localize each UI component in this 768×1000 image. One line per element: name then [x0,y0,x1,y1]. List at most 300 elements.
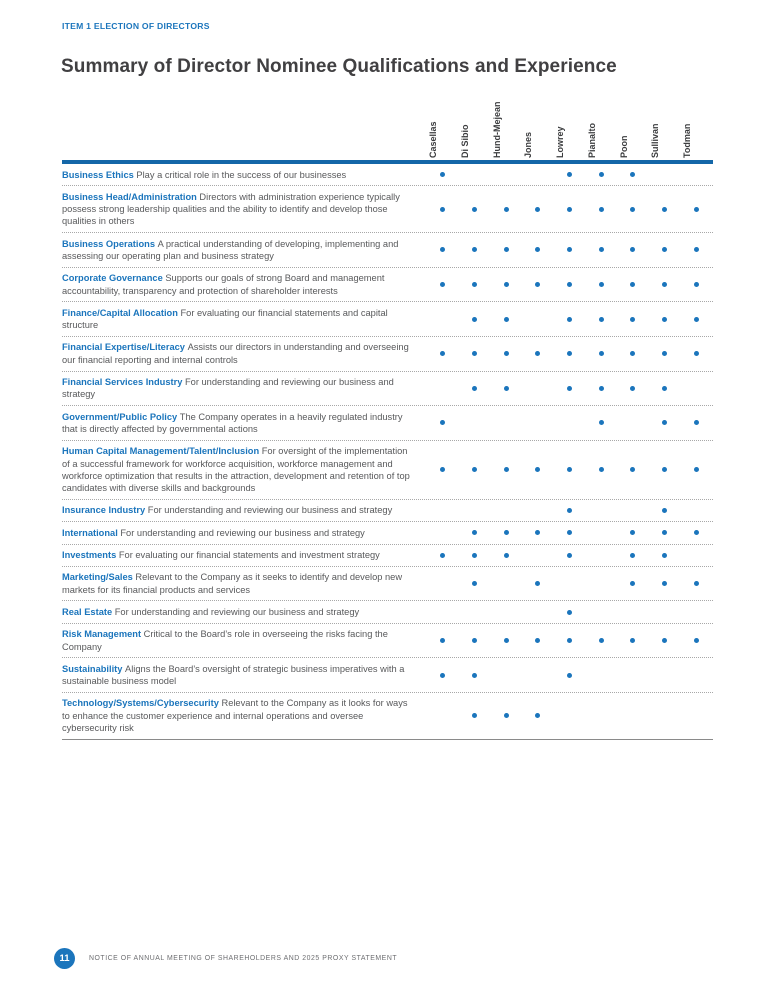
qualification-dot-icon [694,420,699,425]
row-label: Human Capital Management/Talent/Inclusion [62,446,262,457]
row-description: Assists our directors in understanding and overseeing our financial reporting and internal controls [62,342,409,365]
qualification-dot-icon [440,420,445,425]
dot-cell [427,697,459,734]
dot-cell [649,549,681,561]
row-description: Relevant to the Company as it looks for ways to enhance the customer experience and internal operations and oversee cybersecurity risk [62,698,408,733]
dot-cell [490,527,522,539]
qualification-dot-icon [504,553,509,558]
dot-cell [427,411,459,436]
dot-cell [585,628,617,653]
director-name: Todman [681,123,692,158]
qualification-dot-icon [504,247,509,252]
qualification-dot-icon [662,581,667,586]
dot-cell [617,445,649,494]
dot-cell [459,606,491,618]
dot-cell [649,169,681,181]
dot-cell [427,238,459,263]
row-text [62,411,427,436]
qualification-dot-icon [599,351,604,356]
dot-cell [522,549,554,561]
qualification-dot-icon [440,207,445,212]
dot-cell [617,504,649,516]
qualification-dot-icon [694,638,699,643]
qualification-dot-icon [472,207,477,212]
qualification-dot-icon [694,282,699,287]
qualification-dot-icon [567,638,572,643]
qualification-dot-icon [504,713,509,718]
row-description: Play a critical role in the success of our businesses [136,169,347,180]
qualification-dot-icon [535,247,540,252]
table-row [62,545,713,567]
qualification-dot-icon [567,508,572,513]
qualification-dot-icon [504,351,509,356]
dot-cell [681,663,713,688]
row-description: For understanding and reviewing our business and strategy [147,505,393,516]
qualification-dot-icon [440,638,445,643]
dot-cell [522,411,554,436]
dot-cell [617,169,649,181]
table-row [62,624,713,659]
row-description: For oversight of the implementation of a successful framework for workforce acquisition, workforce management and workforce optimization that results in the attraction, development and retention of top candidates with diverse skills and backgrounds [62,446,410,494]
qualification-dot-icon [535,713,540,718]
row-label: Risk Management [62,629,144,640]
qualification-dot-icon [535,530,540,535]
row-label: Finance/Capital Allocation [62,307,181,318]
page-footer [54,948,397,969]
qualification-dot-icon [440,282,445,287]
row-text [62,272,427,297]
dot-cell [490,376,522,401]
row-text [62,169,427,181]
dot-cell [649,606,681,618]
dot-cell [617,238,649,263]
dot-cell [681,411,713,436]
row-label: Sustainability [62,663,126,674]
dot-cell [490,169,522,181]
dot-cell [554,445,586,494]
qualification-dot-icon [630,581,635,586]
dot-cell [459,238,491,263]
qualification-dot-icon [535,207,540,212]
dot-cell [585,663,617,688]
row-text [62,341,427,366]
qualification-dot-icon [504,317,509,322]
qualification-dot-icon [472,530,477,535]
dot-cell [427,169,459,181]
dot-cell [554,411,586,436]
qualification-dot-icon [504,530,509,535]
dot-cell [585,504,617,516]
qualification-dot-icon [662,638,667,643]
qualification-dot-icon [472,673,477,678]
dot-cell [490,606,522,618]
row-text [62,697,427,734]
qualification-dot-icon [567,207,572,212]
dot-cell [585,191,617,228]
dot-cell [617,527,649,539]
dot-cell [554,571,586,596]
dot-cell [617,571,649,596]
dot-cell [681,238,713,263]
qualification-dot-icon [567,317,572,322]
row-text [62,191,427,228]
qualification-dot-icon [599,467,604,472]
row-text [62,549,427,561]
dot-cell [490,272,522,297]
qualification-dot-icon [472,351,477,356]
dot-cell [554,272,586,297]
dot-cell [459,191,491,228]
row-text [62,628,427,653]
dot-cell [554,169,586,181]
qualification-dot-icon [567,386,572,391]
qualification-dot-icon [694,467,699,472]
qualification-dot-icon [662,420,667,425]
qualification-dot-icon [599,638,604,643]
row-description: For understanding and reviewing our business and strategy [62,377,394,400]
dot-cell [681,169,713,181]
qualification-dot-icon [599,172,604,177]
row-text [62,606,427,618]
dot-cell [554,628,586,653]
dot-cell [459,628,491,653]
qualification-dot-icon [504,467,509,472]
dot-cell [649,307,681,332]
dot-cell [459,272,491,297]
dot-cell [459,411,491,436]
dot-cell [427,504,459,516]
row-label: Investments [62,550,119,561]
dot-cell [554,238,586,263]
directors-header [62,88,713,160]
table-row [62,693,713,740]
row-description: For evaluating our financial statements and capital structure [62,307,388,331]
director-name: Casellas [428,121,439,158]
qualification-dot-icon [630,172,635,177]
dot-cell [490,663,522,688]
dot-cell [585,549,617,561]
dot-cell [617,411,649,436]
qualification-dot-icon [694,351,699,356]
qualification-dot-icon [504,638,509,643]
dot-cell [554,376,586,401]
row-text [62,376,427,401]
dot-cell [427,628,459,653]
qualification-dot-icon [567,351,572,356]
qualification-dot-icon [567,467,572,472]
dot-cell [617,191,649,228]
row-text [62,445,427,494]
dot-cell [459,169,491,181]
dot-cell [522,663,554,688]
row-description: Critical to the Board’s role in overseeing the risks facing the Company [62,629,388,652]
dot-cell [585,571,617,596]
dot-cell [681,307,713,332]
dot-cell [522,571,554,596]
qualification-dot-icon [662,508,667,513]
dot-cell [490,191,522,228]
dot-cell [681,191,713,228]
qualification-dot-icon [440,172,445,177]
qualification-dot-icon [630,247,635,252]
dot-cell [427,445,459,494]
dot-cell [585,411,617,436]
qualification-dot-icon [662,553,667,558]
qualification-dot-icon [662,207,667,212]
dot-cell [585,307,617,332]
qualification-dot-icon [694,581,699,586]
director-name: Poon [618,135,629,158]
row-label: Technology/Systems/Cybersecurity [62,698,222,709]
row-text [62,307,427,332]
qualification-dot-icon [599,247,604,252]
qualification-dot-icon [567,282,572,287]
qualification-dot-icon [630,638,635,643]
qualification-dot-icon [599,386,604,391]
dot-cell [427,191,459,228]
table-row [62,186,713,233]
dot-cell [617,697,649,734]
dot-cell [585,606,617,618]
dot-cell [490,238,522,263]
dot-cell [554,663,586,688]
dot-cell [490,549,522,561]
qualification-dot-icon [472,386,477,391]
dot-cell [554,341,586,366]
row-description: Directors with administration experience typically possess strong leadership qualities and the ability to identify and develop those qualities in others [62,191,400,227]
qualification-dot-icon [472,553,477,558]
qualification-dot-icon [472,282,477,287]
row-label: Government/Public Policy [62,411,180,422]
dot-cell [554,697,586,734]
table-row [62,406,713,441]
dot-cell [554,191,586,228]
qualification-dot-icon [630,282,635,287]
dot-cell [427,272,459,297]
dot-cell [649,628,681,653]
dot-cell [522,191,554,228]
table-row [62,233,713,268]
dot-cell [649,571,681,596]
dot-cell [490,341,522,366]
qualification-dot-icon [630,386,635,391]
qualification-dot-icon [599,420,604,425]
qualification-dot-icon [567,610,572,615]
dot-cell [681,341,713,366]
qualification-dot-icon [630,351,635,356]
dot-cell [427,341,459,366]
row-label: International [62,527,121,538]
qualification-dot-icon [567,172,572,177]
row-label: Insurance Industry [62,505,148,516]
table-row [62,658,713,693]
qualification-dot-icon [694,317,699,322]
qualification-dot-icon [662,282,667,287]
dot-cell [681,549,713,561]
dot-cell [554,504,586,516]
dot-cell [681,571,713,596]
row-text [62,527,427,539]
dot-cell [681,606,713,618]
dot-cell [554,307,586,332]
table-row [62,164,713,186]
dot-cell [617,549,649,561]
qualification-dot-icon [630,207,635,212]
qualification-dot-icon [440,467,445,472]
dot-cell [649,411,681,436]
qualification-dot-icon [694,247,699,252]
dot-cell [554,549,586,561]
dot-cell [617,307,649,332]
dot-cell [681,527,713,539]
section-eyebrow: ITEM 1 ELECTION OF DIRECTORS [62,21,210,31]
qualification-dot-icon [535,282,540,287]
qualification-dot-icon [567,553,572,558]
dot-cell [681,628,713,653]
dot-cell [649,697,681,734]
qualification-dot-icon [662,386,667,391]
qualification-dot-icon [504,282,509,287]
dot-cell [585,272,617,297]
dot-cell [459,504,491,516]
dot-cell [459,341,491,366]
table-row [62,500,713,522]
dot-cell [649,527,681,539]
dot-cell [490,697,522,734]
table-row [62,601,713,623]
row-label: Business Operations [62,238,158,249]
dot-cell [617,606,649,618]
dot-cell [490,307,522,332]
row-description: The Company operates in a heavily regulated industry that is directly affected by governmental actions [62,411,403,434]
dot-cell [585,527,617,539]
qualifications-table [62,88,713,740]
qualification-dot-icon [694,207,699,212]
row-label: Business Head/Administration [62,191,200,202]
dot-cell [459,697,491,734]
row-description: A practical understanding of developing, implementing and assessing our operating plan and business strategy [62,238,399,261]
qualification-dot-icon [694,530,699,535]
row-text [62,663,427,688]
qualification-dot-icon [472,467,477,472]
dot-cell [490,445,522,494]
dot-cell [427,527,459,539]
row-text [62,504,427,516]
qualification-dot-icon [472,638,477,643]
table-row [62,337,713,372]
qualification-dot-icon [440,673,445,678]
table-row [62,302,713,337]
row-description: For understanding and reviewing our business and strategy [120,527,365,538]
dot-cell [490,628,522,653]
qualification-dot-icon [567,673,572,678]
dot-cell [617,341,649,366]
dot-cell [681,504,713,516]
director-name: Jones [523,131,534,158]
dot-cell [459,376,491,401]
dot-cell [522,272,554,297]
dot-cell [649,376,681,401]
dot-cell [649,272,681,297]
dot-cell [649,191,681,228]
dot-cell [427,549,459,561]
qualification-dot-icon [440,351,445,356]
qualification-dot-icon [440,247,445,252]
qualification-dot-icon [599,207,604,212]
row-description: Relevant to the Company as it seeks to identify and develop new markets for its financial products and services [62,572,403,595]
row-label: Real Estate [62,606,115,617]
qualification-dot-icon [662,467,667,472]
director-name: Lowrey [555,126,566,158]
director-name: Di Sibio [460,124,471,158]
qualification-dot-icon [599,282,604,287]
dot-cell [459,527,491,539]
dot-cell [681,272,713,297]
dot-cell [522,376,554,401]
table-row [62,441,713,500]
dot-cell [522,628,554,653]
dot-cell [427,376,459,401]
row-label: Financial Expertise/Literacy [62,342,188,353]
row-text [62,238,427,263]
page-title: Summary of Director Nominee Qualifications and Experience [61,56,617,77]
dot-cell [554,527,586,539]
row-description: Aligns the Board’s oversight of strategic business imperatives with a sustainable business model [62,663,405,687]
dot-cell [649,238,681,263]
dot-cell [459,549,491,561]
qualification-dot-icon [504,386,509,391]
qualification-dot-icon [662,530,667,535]
dot-cell [681,697,713,734]
dot-cell [649,341,681,366]
dot-cell [522,504,554,516]
dot-cell [522,238,554,263]
dot-cell [585,238,617,263]
row-description: For evaluating our financial statements and investment strategy [118,550,380,561]
qualification-dot-icon [662,247,667,252]
table-row [62,372,713,407]
qualification-dot-icon [630,530,635,535]
footer-text: NOTICE OF ANNUAL MEETING OF SHAREHOLDERS AND 2025 PROXY STATEMENT [89,955,398,962]
dot-cell [459,571,491,596]
page-number: 11 [59,953,70,964]
qualification-dot-icon [599,317,604,322]
row-label: Corporate Governance [62,273,166,284]
director-name: Pianalto [586,122,597,158]
dot-cell [585,376,617,401]
dot-cell [617,628,649,653]
qualification-dot-icon [472,581,477,586]
dot-cell [681,445,713,494]
dot-cell [585,341,617,366]
dot-cell [459,663,491,688]
row-description: Supports our goals of strong Board and management accountability, transparency and protection of shareholder interests [62,273,385,296]
dot-cell [649,504,681,516]
dot-cell [522,307,554,332]
row-label: Business Ethics [62,169,137,180]
qualification-dot-icon [567,247,572,252]
dot-cell [649,445,681,494]
dot-cell [522,527,554,539]
dot-cell [585,697,617,734]
dot-cell [617,663,649,688]
dot-cell [522,697,554,734]
dot-cell [490,571,522,596]
qualification-dot-icon [472,247,477,252]
qualification-dot-icon [472,713,477,718]
qualification-dot-icon [535,581,540,586]
row-label: Financial Services Industry [62,377,185,388]
